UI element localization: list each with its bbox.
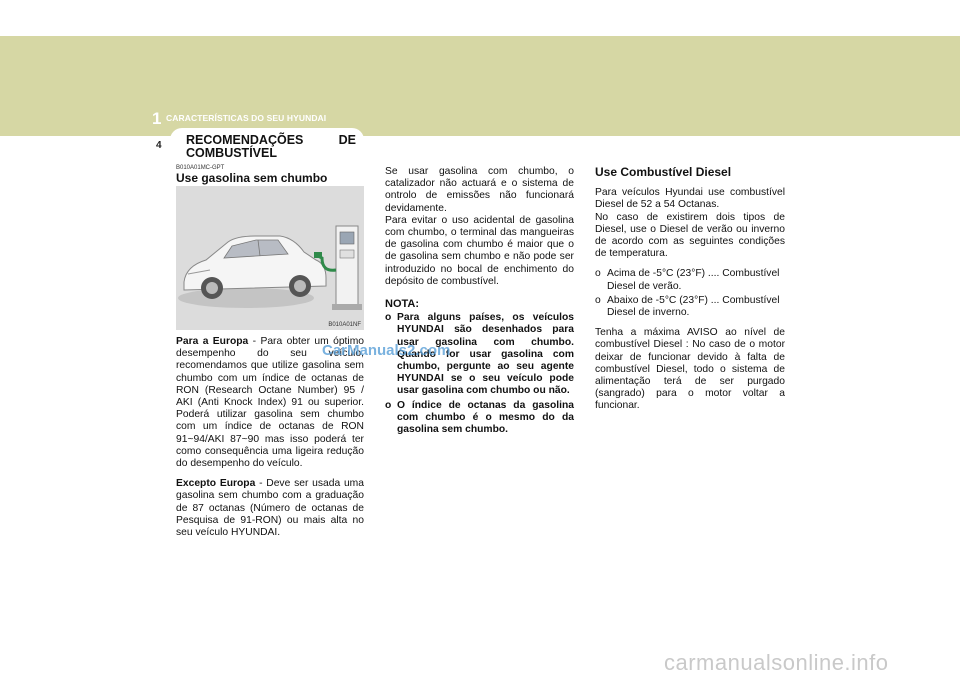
nota-item-text: Para alguns países, os veículos HYUNDAI são desenhados para usar gasolina com chumbo. Quando for usar gasolina com chumbo, pergunte ao seu agente HYUNDAI se o seu veículo pode usar gasolina com chumbo ou não.: [397, 312, 574, 397]
subsection-title: Use gasolina sem chumbo: [176, 171, 328, 185]
column-1: [176, 336, 364, 547]
header-band: [0, 36, 960, 136]
list-item-text: Acima de -5°C (23°F) .... Combustível Diesel de verão.: [607, 268, 780, 292]
watermark-middle: CarManuals2.com: [322, 342, 451, 359]
section-title-line2: COMBUSTÍVEL: [186, 146, 277, 160]
paragraph-octanas: Para veículos Hyundai use combustível Diesel de 52 a 54 Octanas.: [595, 187, 785, 211]
text-excepto-europa: - Deve ser usada uma gasolina sem chumbo com a graduação de 87 octanas (Número de octanas de Pesquisa de 91-RON) ou mais alta no seu veículo HYUNDAI.: [176, 478, 364, 539]
section-title-part1: RECOMENDAÇÕES: [186, 133, 304, 147]
bullet: o: [595, 294, 601, 306]
list-item: [595, 268, 785, 292]
list-item: [595, 295, 785, 319]
bullet: o: [385, 312, 392, 324]
paragraph-aviso: Tenha a máxima AVISO ao nível de combustível Diesel : No caso de o motor deixar de funcionar devido à falta de combustível Diesel, todo o sistema de alimentação terá de ser purgado (sangrado) para o motor voltar a funcionar.: [595, 327, 785, 412]
paragraph-mangueiras: Para evitar o uso acidental de gasolina com chumbo, o terminal das mangueiras de gasolina com chumbo é maior que o de gasolina sem chumbo e não pode ser introduzido no bocal de enchimento do depósito de combustível.: [385, 214, 574, 287]
chapter-number: 1: [152, 109, 162, 128]
section-title: [186, 134, 356, 160]
text-europa: - Para obter um óptimo desempenho do seu veículo, recomendamos que utilize gasolina sem chumbo com um índice de octanas de RON (Research Octane Number) 95 / AKI (Anti Knock Index) 91 ou superior. Poderá utilizar gasolina sem chumbo com um índice de octanas de RON 91~94/AKI 87~90 mas isso poderá ter como consequência uma ligeira redução do desempenho do veículo.: [176, 336, 364, 470]
label-excepto-europa: Excepto Europa: [176, 478, 256, 490]
figure-caption: B010A01NF: [328, 322, 361, 328]
paragraph-tipos-diesel: No caso de existirem dois tipos de Diesel, use o Diesel de verão ou inverno de acordo com as seguintes condições de temperatura.: [595, 211, 785, 260]
label-europa: Para a Europa: [176, 336, 249, 347]
nota-item: [385, 400, 574, 437]
column-3: [595, 166, 785, 413]
car-fuel-pump-illustration: [176, 186, 364, 330]
nota-item-text: O índice de octanas da gasolina com chumbo é o mesmo do da gasolina sem chumbo.: [397, 399, 574, 436]
page-number: 4: [156, 140, 162, 151]
section-code: B010A01MC-GPT: [176, 165, 225, 171]
chapter-title: CARACTERÍSTICAS DO SEU HYUNDAI: [166, 113, 327, 123]
diesel-heading: Use Combustível Diesel: [595, 165, 732, 179]
section-title-part2: DE: [338, 133, 356, 147]
car-pump-drawing: [176, 186, 364, 330]
paragraph-catalizador: Se usar gasolina com chumbo, o catalizador não actuará e o sistema de ontrolo de emissões não funcionará devidamente.: [385, 166, 574, 214]
paragraph-excepto-europa: [176, 478, 364, 539]
column-2: [385, 166, 574, 438]
bullet: o: [595, 268, 601, 280]
nota-heading: NOTA:: [385, 298, 420, 311]
watermark-bottom: carmanualsonline.info: [664, 650, 889, 675]
bullet: o: [385, 399, 392, 411]
list-item-text: Abaixo de -5°C (23°F) ... Combustível Diesel de inverno.: [607, 294, 780, 319]
